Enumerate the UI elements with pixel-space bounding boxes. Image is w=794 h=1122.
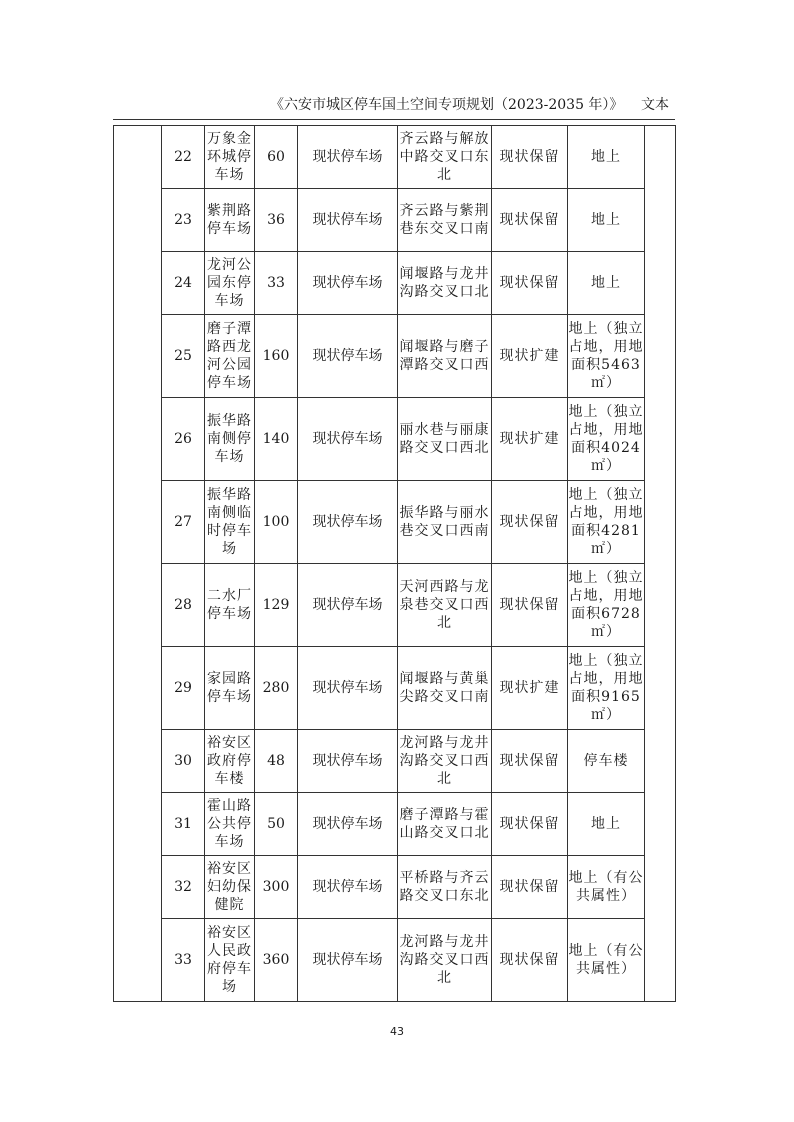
parking-name: 磨子潭路西龙河公园停车场 (205, 315, 255, 398)
parking-type: 现状停车场 (298, 398, 398, 481)
parking-spaces: 300 (255, 856, 298, 919)
parking-name: 裕安区妇幼保健院 (205, 856, 255, 919)
parking-spaces: 100 (255, 481, 298, 564)
parking-location: 磨子潭路与霍山路交叉口北 (398, 793, 492, 856)
table-row (114, 730, 676, 793)
table-row (114, 126, 676, 189)
parking-type: 现状停车场 (298, 315, 398, 398)
parking-form: 地上 (568, 189, 645, 252)
row-number: 29 (162, 647, 205, 730)
parking-form: 地上（独立占地，用地面积5463㎡） (568, 315, 645, 398)
table-row (114, 793, 676, 856)
parking-name: 霍山路公共停车场 (205, 793, 255, 856)
parking-form: 地上（独立占地，用地面积4024㎡） (568, 398, 645, 481)
parking-type: 现状停车场 (298, 793, 398, 856)
plan-status: 现状保留 (492, 564, 568, 647)
parking-spaces: 36 (255, 189, 298, 252)
parking-type: 现状停车场 (298, 252, 398, 315)
parking-lot-table (113, 125, 676, 1002)
merged-category-cell (114, 126, 162, 1002)
row-number: 31 (162, 793, 205, 856)
parking-type: 现状停车场 (298, 189, 398, 252)
parking-location: 平桥路与齐云路交叉口东北 (398, 856, 492, 919)
parking-type: 现状停车场 (298, 481, 398, 564)
parking-form: 地上（独立占地，用地面积4281㎡） (568, 481, 645, 564)
parking-name: 裕安区人民政府停车场 (205, 919, 255, 1002)
row-number: 33 (162, 919, 205, 1002)
parking-location: 振华路与丽水巷交叉口西南 (398, 481, 492, 564)
table-row (114, 856, 676, 919)
parking-form: 地上 (568, 126, 645, 189)
parking-type: 现状停车场 (298, 856, 398, 919)
parking-type: 现状停车场 (298, 126, 398, 189)
plan-status: 现状扩建 (492, 315, 568, 398)
header-rule (113, 119, 675, 120)
table-row (114, 315, 676, 398)
plan-status: 现状保留 (492, 481, 568, 564)
parking-spaces: 160 (255, 315, 298, 398)
parking-name: 万象金环城停车场 (205, 126, 255, 189)
plan-status: 现状扩建 (492, 398, 568, 481)
parking-name: 紫荆路停车场 (205, 189, 255, 252)
parking-type: 现状停车场 (298, 647, 398, 730)
plan-status: 现状保留 (492, 126, 568, 189)
parking-location: 闻堰路与黄巢尖路交叉口南 (398, 647, 492, 730)
parking-spaces: 33 (255, 252, 298, 315)
right-margin-cell (645, 126, 676, 1002)
parking-location: 齐云路与紫荆巷东交叉口南 (398, 189, 492, 252)
parking-spaces: 280 (255, 647, 298, 730)
parking-form: 地上（独立占地，用地面积9165㎡） (568, 647, 645, 730)
parking-spaces: 140 (255, 398, 298, 481)
row-number: 30 (162, 730, 205, 793)
plan-status: 现状保留 (492, 730, 568, 793)
row-number: 26 (162, 398, 205, 481)
document-type-label: 文本 (641, 97, 669, 113)
plan-status: 现状保留 (492, 856, 568, 919)
parking-type: 现状停车场 (298, 730, 398, 793)
table-row (114, 919, 676, 1002)
parking-location: 龙河路与龙井沟路交叉口西北 (398, 730, 492, 793)
table-row (114, 189, 676, 252)
table-row (114, 398, 676, 481)
parking-spaces: 50 (255, 793, 298, 856)
parking-location: 天河西路与龙泉巷交叉口西北 (398, 564, 492, 647)
table-row (114, 564, 676, 647)
plan-status: 现状保留 (492, 252, 568, 315)
parking-type: 现状停车场 (298, 919, 398, 1002)
parking-form: 地上（独立占地，用地面积6728㎡） (568, 564, 645, 647)
parking-spaces: 48 (255, 730, 298, 793)
parking-form: 地上 (568, 252, 645, 315)
page-number: 43 (390, 1025, 404, 1038)
parking-name: 龙河公园东停车场 (205, 252, 255, 315)
parking-location: 齐云路与解放中路交叉口东北 (398, 126, 492, 189)
parking-type: 现状停车场 (298, 564, 398, 647)
parking-name: 振华路南侧临时停车场 (205, 481, 255, 564)
parking-location: 闻堰路与磨子潭路交叉口西 (398, 315, 492, 398)
parking-form: 地上（有公共属性） (568, 919, 645, 1002)
parking-name: 振华路南侧停车场 (205, 398, 255, 481)
parking-location: 丽水巷与丽康路交叉口西北 (398, 398, 492, 481)
row-number: 27 (162, 481, 205, 564)
page-header (113, 94, 675, 118)
table-body (114, 126, 676, 1002)
row-number: 28 (162, 564, 205, 647)
parking-form: 停车楼 (568, 730, 645, 793)
plan-status: 现状保留 (492, 793, 568, 856)
table-row (114, 647, 676, 730)
document-title: 《六安市城区停车国土空间专项规划（2023-2035 年）》 (270, 97, 624, 113)
parking-form: 地上 (568, 793, 645, 856)
row-number: 25 (162, 315, 205, 398)
plan-status: 现状扩建 (492, 647, 568, 730)
parking-spaces: 60 (255, 126, 298, 189)
parking-form: 地上（有公共属性） (568, 856, 645, 919)
table-row (114, 252, 676, 315)
row-number: 24 (162, 252, 205, 315)
plan-status: 现状保留 (492, 919, 568, 1002)
parking-name: 二水厂停车场 (205, 564, 255, 647)
parking-spaces: 129 (255, 564, 298, 647)
row-number: 32 (162, 856, 205, 919)
parking-name: 裕安区政府停车楼 (205, 730, 255, 793)
table-row (114, 481, 676, 564)
parking-spaces: 360 (255, 919, 298, 1002)
plan-status: 现状保留 (492, 189, 568, 252)
row-number: 23 (162, 189, 205, 252)
parking-location: 龙河路与龙井沟路交叉口西北 (398, 919, 492, 1002)
parking-location: 闻堰路与龙井沟路交叉口北 (398, 252, 492, 315)
row-number: 22 (162, 126, 205, 189)
parking-name: 家园路停车场 (205, 647, 255, 730)
